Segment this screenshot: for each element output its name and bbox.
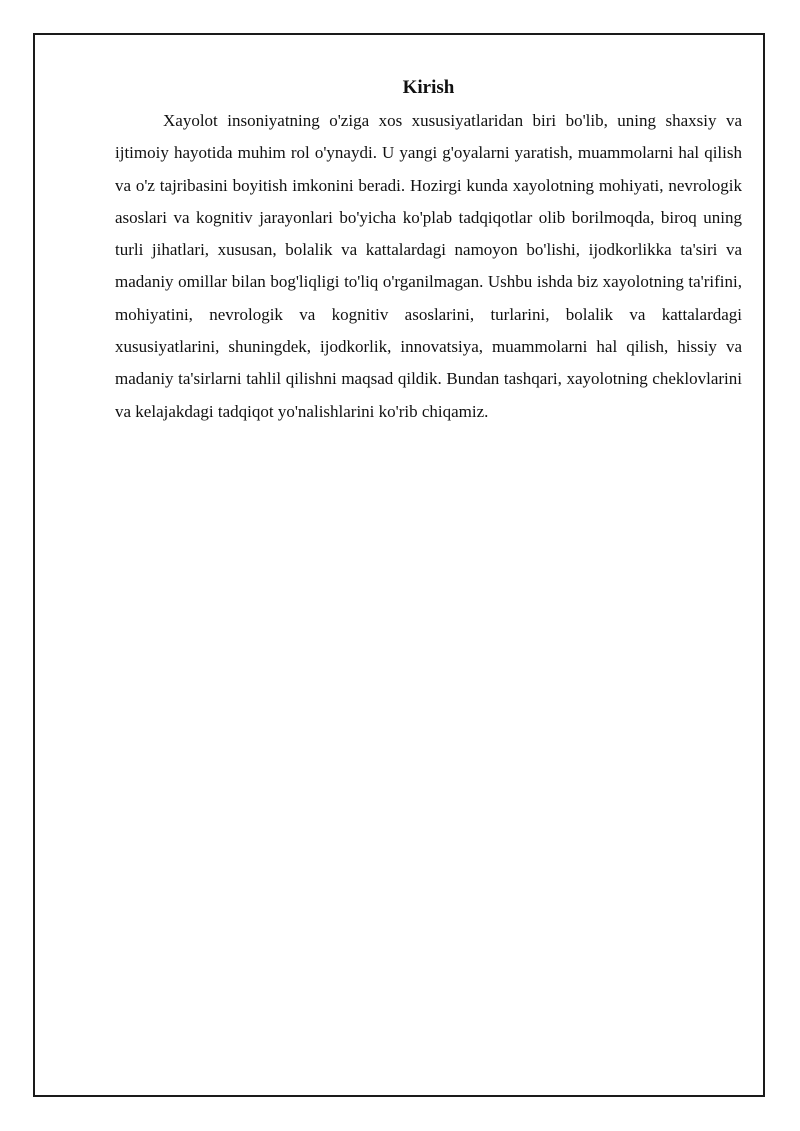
section-title: Kirish bbox=[402, 77, 455, 98]
document-body bbox=[115, 74, 742, 428]
intro-paragraph: Xayolot insoniyatning o'ziga xos xususiyatlaridan biri bo'lib, uning shaxsiy va ijtimoiy hayotida muhim rol o'ynaydi. U yangi g'oyalarni yaratish, muammolarni hal qilish va o'z tajribasini boyitish imkonini beradi. Hozirgi kunda xayolotning mohiyati, nevrologik asoslari va kognitiv jarayonlari bo'yicha ko'plab tadqiqotlar olib borilmoqda, biroq uning turli jihatlari, xususan, bolalik va kattalardagi namoyon bo'lishi, ijodkorlikka ta'siri va madaniy omillar bilan bog'liqligi to'liq o'rganilmagan. Ushbu ishda biz xayolotning ta'rifini, mohiyatini, nevrologik va kognitiv asoslarini, turlarini, bolalik va kattalardagi xususiyatlarini, shuningdek, ijodkorlik, innovatsiya, muammolarni hal qilish, hissiy va madaniy ta'sirlarni tahlil qilishni maqsad qildik. Bundan tashqari, xayolotning cheklovlarini va kelajakdagi tadqiqot yo'nalishlarini ko'rib chiqamiz. bbox=[115, 111, 742, 421]
